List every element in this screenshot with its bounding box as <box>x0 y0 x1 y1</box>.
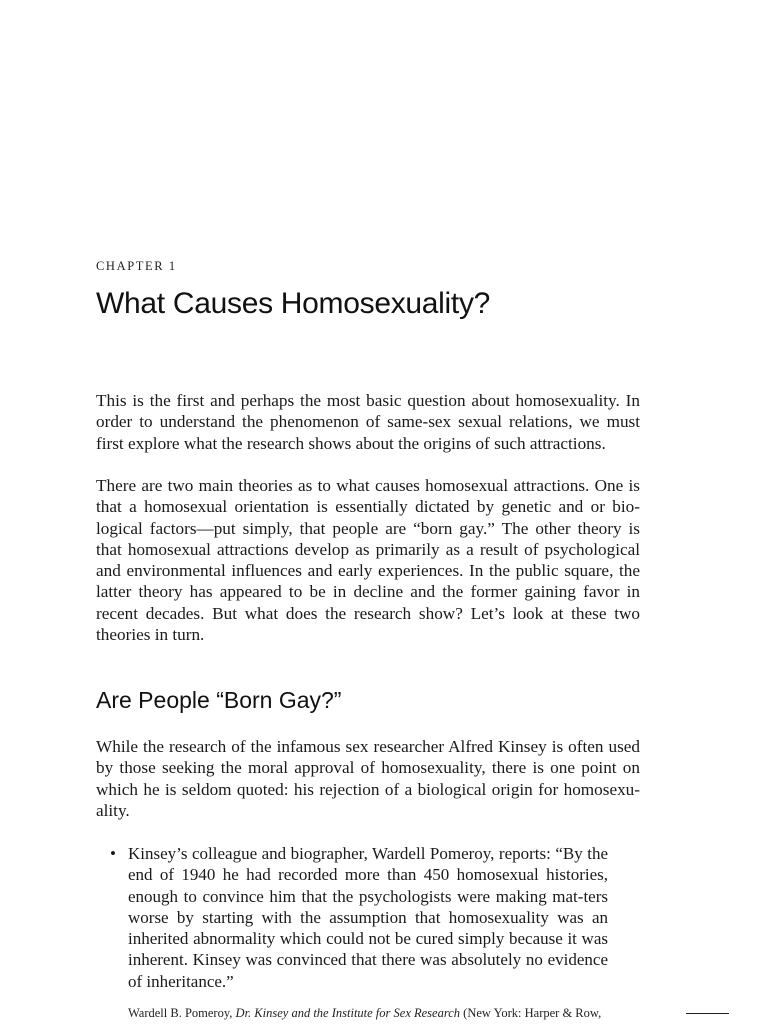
intro-paragraph: This is the first and perhaps the most basic question about homosexuality. In order to understand the phenomenon of same-sex sexual relations, we must first explore what the research shows about the origins of such attractions. <box>96 391 640 453</box>
pomeroy-quote: Kinsey’s colleague and biographer, Wardell Pomeroy, reports: “By the end of 1940 he had recorded more than 450 homosexual histories, enough to convince him that the psychologists were making mat-ters worse by starting with the assumption that homosexuality was an inherited abnormality which could not be cured simply because it was inherent. Kinsey was convinced that there was absolutely no evidence of inheritance.” <box>128 844 608 991</box>
list-item <box>108 843 608 992</box>
theories-paragraph: There are two main theories as to what causes homosexual attractions. One is that a homosexual orientation is essentially dictated by genetic and or bio-logical factors—put simply, that people are “born gay.” The other theory is that homosexual attractions develop as primarily as a result of psychological and environmental influences and early experiences. In the public square, the latter theory has appeared to be in decline and the former gaining favor in recent decades. But what does the research show? Let’s look at these two theories in turn. <box>96 476 640 645</box>
footnote-book-title: Dr. Kinsey and the Institute for Sex Research <box>235 1006 461 1020</box>
footnote-publication: (New York: Harper & Row, <box>460 1006 602 1020</box>
section-heading: Are People “Born Gay?” <box>96 687 342 713</box>
chapter-label: CHAPTER 1 <box>96 259 177 273</box>
chapter-title: What Causes Homosexuality? <box>96 287 491 320</box>
quote-list <box>108 843 608 992</box>
kinsey-paragraph: While the research of the infamous sex researcher Alfred Kinsey is often used by those seeking the moral approval of homosexuality, there is one point on which he is seldom quoted: his rejection of a biological origin for homosexu-ality. <box>96 737 640 820</box>
footnote <box>128 1005 608 1021</box>
page-rule <box>686 1013 729 1014</box>
footnote-author: Wardell B. Pomeroy, <box>128 1006 236 1020</box>
bullet-icon: • <box>110 844 116 863</box>
